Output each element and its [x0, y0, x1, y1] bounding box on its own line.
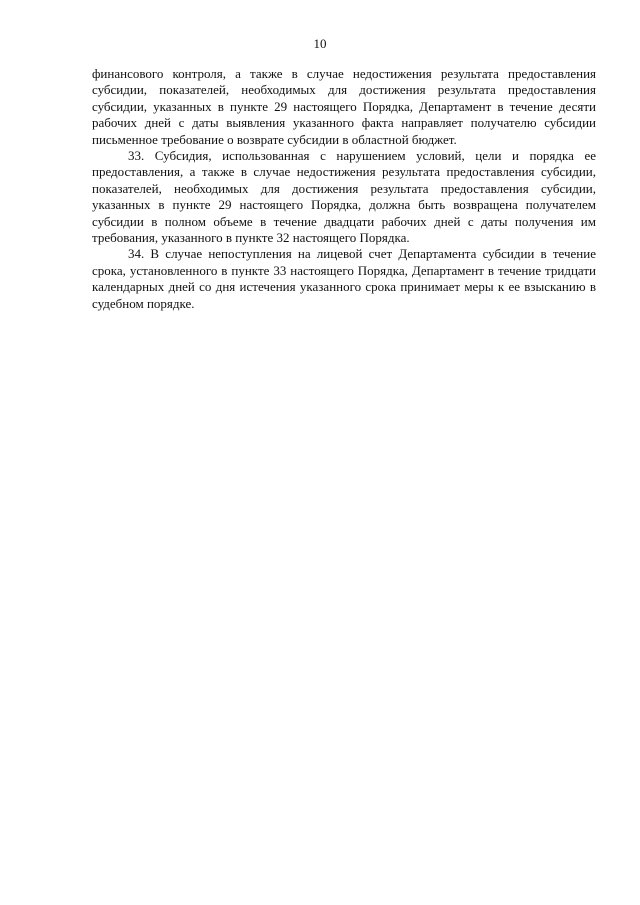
document-body [92, 66, 596, 312]
paragraph-continuation: финансового контроля, а также в случае недостижения результата предоставления субсидии, показателей, необходимых для достижения результата предоставления субсидии, указанных в пункте 29 настоящего Порядка, Департамент в течение десяти рабочих дней с даты выявления указанного факта направляет получателю субсидии письменное требование о возврате субсидии в областной бюджет. [92, 66, 596, 147]
paragraph-item-33: 33. Субсидия, использованная с нарушением условий, цели и порядка ее предоставления, а также в случае недостижения результата предоставления субсидии, показателей, необходимых для достижения результата предоставления субсидии, указанных в пункте 29 настоящего Порядка, должна быть возвращена получателем субсидии в полном объеме в течение двадцати рабочих дней с даты получения им требования, указанного в пункте 32 настоящего Порядка. [92, 148, 596, 246]
page-number: 10 [313, 36, 327, 51]
paragraph-item-34: 34. В случае непоступления на лицевой счет Департамента субсидии в течение срока, установленного в пункте 33 настоящего Порядка, Департамент в течение тридцати календарных дней со дня истечения указанного срока принимает меры к ее взысканию в судебном порядке. [92, 246, 596, 311]
